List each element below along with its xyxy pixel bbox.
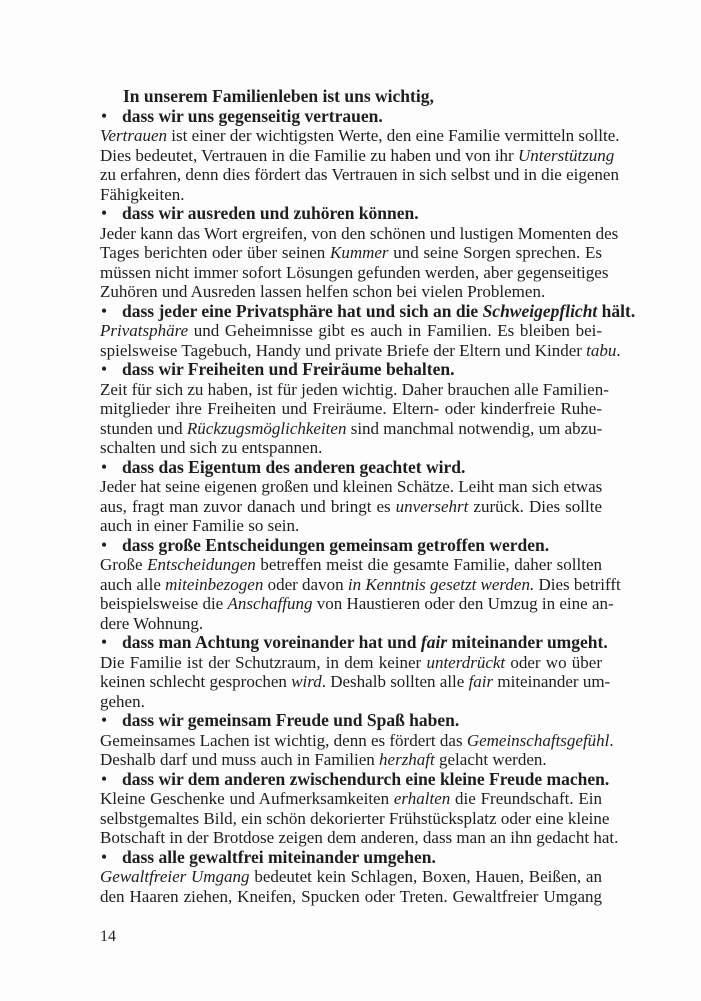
bullet-icon: •: [101, 359, 108, 379]
text-line: [100, 419, 602, 439]
bullet-heading: [100, 848, 602, 868]
text-segment: oder davon: [263, 574, 348, 594]
text-line: [100, 477, 602, 497]
text-segment: sind manchmal notwendig, um abzu-: [346, 418, 603, 438]
emphasized-text: unterdrückt: [426, 652, 506, 672]
text-line: [100, 438, 602, 458]
text-line: [100, 379, 609, 400]
emphasized-text: fair: [468, 672, 494, 691]
page-number: 14: [100, 928, 116, 945]
bullet-icon: •: [101, 300, 108, 321]
text-segment: .: [616, 340, 621, 360]
text-segment: Zeit für sich zu haben, ist für jeden wichtig. Daher brauchen alle Familien-: [100, 379, 609, 399]
text-segment: spielsweise Tagebuch, Handy und private Briefe der Eltern und Kinder: [100, 340, 587, 360]
bullet-heading: [100, 768, 610, 790]
text-segment: auch in einer Familie so sein.: [100, 516, 300, 535]
text-segment: dass das Eigentum des anderen geachtet wird.: [122, 456, 466, 477]
bullet-icon: •: [101, 768, 108, 789]
text-line: [100, 692, 602, 712]
text-line: [100, 185, 602, 205]
emphasized-text: in Kenntnis gesetzt werden.: [347, 574, 535, 594]
section-heading: [100, 87, 602, 107]
text-segment: aus, fragt man zuvor danach und bringt es: [100, 496, 396, 516]
text-line: [100, 730, 614, 751]
emphasized-text: Kummer: [329, 243, 389, 262]
text-segment: dere Wohnung.: [100, 613, 204, 633]
text-segment: Zuhören und Ausreden lassen helfen schon bei vielen Problemen.: [100, 282, 546, 301]
emphasized-text: Rückzugsmöglichkeiten: [186, 418, 347, 438]
text-line: [100, 223, 619, 244]
text-segment: Große: [100, 555, 148, 574]
text-segment: mitglieder ihre Freiheiten und Freiräume. Eltern- oder kinderfreie Ruhe-: [100, 399, 602, 418]
emphasized-text: miteinbezogen: [165, 574, 264, 594]
text-segment: Die Familie ist der Schutzraum, in dem keiner: [100, 652, 427, 672]
text-segment: den Haaren ziehen, Kneifen, Spucken oder Treten. Gewaltfreier Umgang: [100, 886, 602, 906]
text-line: [100, 321, 602, 341]
text-segment: betreffen meist die gesamte Familie, daher sollten: [255, 555, 603, 574]
emphasized-text: Anschaffung: [227, 594, 313, 613]
text-segment: beispielsweise die: [100, 594, 228, 613]
bullet-icon: •: [101, 203, 108, 223]
emphasized-text: wird: [291, 672, 322, 691]
text-line: [100, 165, 619, 185]
text-line: [100, 750, 602, 770]
text-segment: oder wo über: [505, 652, 602, 672]
text-line: [100, 808, 610, 829]
text-line: [100, 867, 602, 887]
text-segment: Fähigkeiten.: [100, 184, 185, 204]
text-segment: dass wir gemeinsam Freude und Spaß haben.: [122, 710, 460, 730]
text-segment: stunden und: [100, 418, 187, 438]
text-line: [100, 126, 620, 146]
text-segment: dass große Entscheidungen gemeinsam getroffen werden.: [122, 534, 550, 555]
text-line: [100, 672, 611, 692]
text-segment: Jeder hat seine eigenen großen und kleinen Schätze. Leiht man sich etwas: [100, 477, 603, 496]
text-line: [100, 340, 621, 361]
emphasized-text: erhalten: [393, 789, 451, 808]
text-segment: von Haustieren oder den Umzug in eine an-: [312, 594, 614, 613]
emphasized-text: Gewaltfreier Umgang: [100, 867, 250, 886]
bullet-heading: [100, 536, 602, 556]
text-line: [100, 653, 602, 673]
text-segment: Gemeinsames Lachen ist wichtig, denn es fördert das: [100, 730, 467, 750]
bullet-icon: •: [101, 710, 108, 730]
text-segment: Deshalb darf und muss auch in Familien: [100, 750, 380, 769]
text-segment: dass jeder eine Privatsphäre hat und sich an die: [122, 300, 483, 321]
text-line: [100, 497, 602, 517]
text-segment: und seine Sorgen sprechen. Es: [388, 243, 602, 262]
text-segment: dass wir uns gegenseitig vertrauen.: [122, 105, 383, 126]
text-segment: dass wir Freiheiten und Freiräume behalten.: [122, 359, 455, 379]
text-segment: miteinander um-: [493, 672, 611, 691]
text-segment: . Deshalb sollten alle: [321, 672, 469, 691]
bullet-heading: [100, 711, 602, 731]
text-segment: müssen nicht immer sofort Lösungen gefunden werden, aber gegenseitiges: [100, 262, 609, 282]
text-segment: bedeutet kein Schlagen, Boxen, Hauen, Beißen, an: [249, 867, 602, 886]
text-segment: die Freundschaft. Ein: [450, 789, 602, 808]
bullet-icon: •: [101, 456, 108, 477]
text-segment: In unserem Familienleben ist uns wichtig,: [123, 86, 434, 106]
text-segment: keinen schlecht gesprochen: [100, 672, 292, 691]
emphasized-text: Entscheidungen: [147, 555, 256, 574]
text-line: [100, 243, 602, 263]
text-segment: Dies betrifft: [534, 574, 621, 594]
text-segment: Dies bedeutet, Vertrauen in die Familie zu haben und von ihr: [100, 145, 518, 165]
text-segment: Tages berichten oder über seinen: [100, 243, 330, 262]
text-segment: hält.: [597, 300, 636, 321]
text-segment: zu erfahren, denn dies fördert das Vertrauen in sich selbst und in die eigenen: [100, 165, 619, 184]
emphasized-text: Unterstützung: [517, 145, 615, 165]
text-segment: dass man Achtung voreinander hat und: [122, 632, 421, 652]
text-segment: dass wir ausreden und zuhören können.: [122, 203, 419, 223]
emphasized-text: Vertrauen: [100, 126, 168, 145]
emphasized-text: unversehrt: [395, 496, 469, 516]
text-line: [100, 828, 619, 848]
text-segment: dass wir dem anderen zwischendurch eine kleine Freude machen.: [122, 768, 610, 789]
bullet-icon: •: [101, 534, 108, 555]
emphasized-text: Schweigepflicht: [482, 300, 598, 321]
text-segment: gelacht werden.: [434, 750, 547, 769]
bullet-heading: [100, 204, 602, 224]
bullet-heading: [100, 632, 608, 653]
text-segment: selbstgemaltes Bild, ein schön dekorierter Frühstücksplatz oder eine kleine: [100, 808, 610, 828]
text-segment: .: [609, 730, 614, 750]
bullet-heading: [100, 360, 602, 380]
text-segment: und Geheimnisse gibt es auch in Familien. Es bleiben bei-: [188, 321, 602, 340]
emphasized-text: Privatsphäre: [100, 321, 189, 340]
text-segment: Jeder kann das Wort ergreifen, von den schönen und lustigen Momenten des: [100, 223, 619, 243]
text-line: [100, 145, 615, 166]
bullet-heading: [100, 458, 602, 478]
text-line: [100, 887, 602, 907]
text-segment: schalten und sich zu entspannen.: [100, 438, 323, 457]
bullet-heading: [100, 107, 602, 127]
text-segment: auch alle: [100, 574, 166, 594]
text-segment: dass alle gewaltfrei miteinander umgehen.: [122, 846, 436, 867]
bullet-icon: •: [101, 632, 108, 652]
text-line: [100, 262, 609, 283]
emphasized-text: fair: [420, 632, 448, 652]
bullet-heading: [100, 300, 636, 322]
text-segment: ist einer der wichtigsten Werte, den eine Familie vermitteln sollte.: [167, 126, 620, 145]
text-segment: Kleine Geschenke und Aufmerksamkeiten: [100, 789, 394, 808]
emphasized-text: Gemeinschaftsgefühl: [466, 730, 610, 750]
text-line: [100, 789, 602, 809]
text-segment: gehen.: [100, 691, 145, 711]
text-line: [100, 574, 621, 595]
emphasized-text: herzhaft: [379, 750, 435, 769]
text-line: [100, 594, 614, 614]
bullet-icon: •: [101, 846, 108, 867]
text-segment: Botschaft in der Brotdose zeigen dem anderen, dass man an ihn gedacht hat.: [100, 828, 619, 847]
bullet-icon: •: [101, 105, 108, 126]
text-line: [100, 399, 602, 419]
emphasized-text: tabu: [586, 340, 617, 360]
text-line: [100, 516, 602, 536]
text-line: [100, 555, 602, 575]
body-text: [100, 86, 636, 906]
text-line: [100, 282, 602, 302]
text-segment: miteinander umgeht.: [447, 632, 608, 652]
text-segment: zurück. Dies sollte: [468, 496, 602, 516]
text-line: [100, 614, 602, 634]
